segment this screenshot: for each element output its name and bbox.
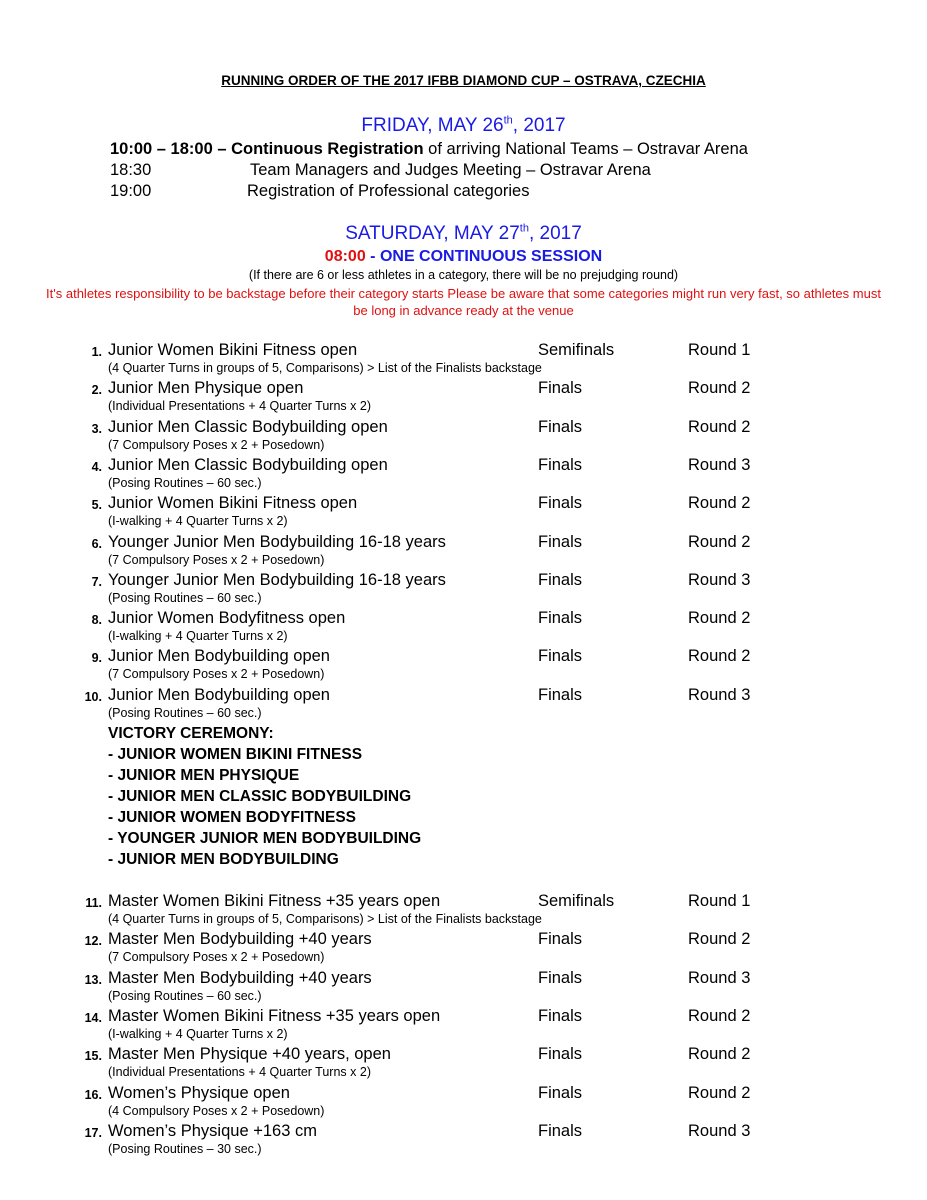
schedule-entry	[0, 609, 927, 647]
friday-item-1	[0, 140, 927, 160]
entry-detail: (I-walking + 4 Quarter Turns x 2)	[108, 629, 288, 644]
entry-detail: (7 Compulsory Poses x 2 + Posedown)	[108, 552, 325, 567]
entry-stage: Finals	[538, 570, 583, 589]
entry-category: Junior Men Classic Bodybuilding open	[108, 417, 388, 436]
entry-stage: Finals	[538, 379, 583, 398]
schedule-entry	[0, 1084, 927, 1122]
schedule-entry	[0, 892, 927, 930]
entry-detail: (4 Quarter Turns in groups of 5, Comparisons) > List of the Finalists backstage	[108, 361, 542, 375]
entry-number: 8.	[91, 613, 102, 628]
entry-category: Junior Men Classic Bodybuilding open	[108, 455, 388, 474]
entry-round: Round 2	[688, 930, 751, 949]
entry-stage: Finals	[538, 1083, 583, 1102]
entry-number: 2.	[91, 383, 102, 398]
entry-round: Round 3	[688, 685, 751, 704]
entry-category: Women’s Physique +163 cm	[108, 1121, 317, 1140]
entry-round: Round 2	[688, 417, 751, 436]
schedule-entry	[0, 1122, 927, 1160]
entry-stage: Finals	[538, 685, 583, 704]
entry-stage: Finals	[538, 609, 583, 628]
friday-item-2	[0, 161, 927, 181]
entry-detail: (Posing Routines – 60 sec.)	[108, 590, 262, 605]
entry-category: Master Women Bikini Fitness +35 years open	[108, 892, 441, 910]
entry-category: Younger Junior Men Bodybuilding 16-18 years	[108, 570, 446, 589]
entry-category: Younger Junior Men Bodybuilding 16-18 years	[108, 532, 446, 551]
entry-stage: Finals	[538, 930, 583, 949]
victory-item: - JUNIOR MEN PHYSIQUE	[108, 767, 300, 784]
entry-round: Round 1	[688, 341, 751, 359]
entry-stage: Finals	[538, 968, 583, 987]
entry-round: Round 2	[688, 647, 751, 666]
schedule-entry	[0, 533, 927, 571]
entry-category: Master Women Bikini Fitness +35 years open	[108, 1006, 441, 1025]
entry-number: 1.	[91, 345, 102, 359]
entry-detail: (4 Quarter Turns in groups of 5, Comparisons) > List of the Finalists backstage	[108, 912, 542, 926]
entry-stage: Finals	[538, 1121, 583, 1140]
session-label: - ONE CONTINUOUS SESSION	[365, 248, 603, 265]
entry-category: Women’s Physique open	[108, 1083, 290, 1102]
entry-detail: (7 Compulsory Poses x 2 + Posedown)	[108, 667, 325, 682]
entry-number: 7.	[91, 574, 102, 589]
victory-item: - JUNIOR MEN BODYBUILDING	[108, 851, 339, 868]
entry-category: Junior Women Bikini Fitness open	[108, 341, 358, 359]
prejudging-note: (If there are 6 or less athletes in a category, there will be no prejudging round)	[248, 268, 679, 282]
victory-item: - YOUNGER JUNIOR MEN BODYBUILDING	[108, 830, 422, 847]
entry-category: Junior Men Physique open	[108, 379, 304, 398]
entry-round: Round 3	[688, 570, 751, 589]
entry-detail: (Posing Routines – 60 sec.)	[108, 988, 262, 1003]
schedule-entry	[0, 494, 927, 532]
entry-number: 9.	[91, 651, 102, 666]
victory-item: - JUNIOR WOMEN BIKINI FITNESS	[108, 746, 363, 763]
entry-number: 5.	[91, 498, 102, 513]
entry-detail: (Posing Routines – 60 sec.)	[108, 705, 262, 720]
saturday-heading: SATURDAY, MAY 27th, 2017	[345, 222, 582, 244]
friday-item-3-text: Registration of Professional categories	[247, 182, 530, 200]
schedule-entry	[0, 341, 927, 379]
victory-heading: VICTORY CEREMONY:	[108, 725, 274, 742]
entry-stage: Finals	[538, 1006, 583, 1025]
victory-item: - JUNIOR MEN CLASSIC BODYBUILDING	[108, 788, 412, 805]
schedule-entry	[0, 686, 927, 724]
entry-number: 16.	[84, 1087, 102, 1102]
entry-category: Junior Women Bikini Fitness open	[108, 494, 358, 513]
schedule-entry	[0, 930, 927, 968]
entry-number: 13.	[84, 972, 102, 987]
entry-number: 15.	[84, 1049, 102, 1064]
entry-number: 12.	[84, 934, 102, 949]
entry-category: Master Men Bodybuilding +40 years	[108, 968, 372, 987]
friday-item-2-time: 18:30	[110, 161, 152, 179]
entry-round: Round 2	[688, 494, 751, 513]
entry-round: Round 2	[688, 1006, 751, 1025]
schedule-entry	[0, 1045, 927, 1083]
entry-detail: (Posing Routines – 60 sec.)	[108, 475, 262, 490]
friday-item-2-text: Team Managers and Judges Meeting – Ostravar Arena	[250, 161, 651, 179]
entry-round: Round 3	[688, 455, 751, 474]
entry-detail: (I-walking + 4 Quarter Turns x 2)	[108, 1026, 288, 1041]
entry-stage: Semifinals	[538, 341, 615, 359]
schedule-entry	[0, 456, 927, 494]
entry-detail: (Individual Presentations + 4 Quarter Turns x 2)	[108, 1065, 371, 1080]
entry-detail: (7 Compulsory Poses x 2 + Posedown)	[108, 950, 325, 965]
entry-round: Round 1	[688, 892, 751, 910]
session-time: 08:00	[324, 248, 366, 265]
victory-item: - JUNIOR WOMEN BODYFITNESS	[108, 809, 357, 826]
entry-round: Round 2	[688, 1083, 751, 1102]
schedule-entry	[0, 571, 927, 609]
schedule-entry	[0, 418, 927, 456]
entry-round: Round 2	[688, 532, 751, 551]
session-line	[0, 248, 927, 266]
entry-detail: (7 Compulsory Poses x 2 + Posedown)	[108, 437, 325, 452]
friday-item-1-line: 10:00 – 18:00 – Continuous Registration of arriving National Teams – Ostravar Arena	[110, 140, 748, 158]
entry-detail: (4 Compulsory Poses x 2 + Posedown)	[108, 1103, 325, 1118]
entry-category: Junior Men Bodybuilding open	[108, 647, 330, 666]
entry-number: 10.	[84, 689, 102, 704]
schedule-entry	[0, 647, 927, 685]
entry-category: Junior Women Bodyfitness open	[108, 609, 346, 628]
entry-stage: Finals	[538, 647, 583, 666]
friday-item-3	[0, 182, 927, 202]
entry-number: 17.	[84, 1125, 102, 1140]
entry-round: Round 2	[688, 609, 751, 628]
entry-category: Master Men Bodybuilding +40 years	[108, 930, 372, 949]
entry-stage: Finals	[538, 1045, 583, 1064]
entry-stage: Semifinals	[538, 892, 615, 910]
entry-detail: (I-walking + 4 Quarter Turns x 2)	[108, 514, 288, 529]
schedule-entry	[0, 969, 927, 1007]
entry-round: Round 3	[688, 968, 751, 987]
entry-stage: Finals	[538, 455, 583, 474]
entry-number: 4.	[91, 459, 102, 474]
friday-heading: FRIDAY, MAY 26th, 2017	[361, 114, 566, 136]
entry-stage: Finals	[538, 494, 583, 513]
friday-item-3-time: 19:00	[110, 182, 152, 200]
entry-category: Junior Men Bodybuilding open	[108, 685, 330, 704]
backstage-warning: It's athletes responsibility to be backstage before their category starts Please be aware that some categories might run very fast, so athletes must be long in advance ready at the venue	[46, 286, 881, 318]
document-title: RUNNING ORDER OF THE 2017 IFBB DIAMOND CUP – OSTRAVA, CZECHIA	[221, 73, 706, 88]
entry-round: Round 3	[688, 1121, 751, 1140]
entry-number: 3.	[91, 421, 102, 436]
entry-round: Round 2	[688, 1045, 751, 1064]
schedule-entry	[0, 1007, 927, 1045]
entry-stage: Finals	[538, 532, 583, 551]
entry-number: 14.	[84, 1010, 102, 1025]
entry-round: Round 2	[688, 379, 751, 398]
entry-detail: (Posing Routines – 30 sec.)	[108, 1141, 262, 1156]
entry-category: Master Men Physique +40 years, open	[108, 1045, 391, 1064]
entry-stage: Finals	[538, 417, 583, 436]
schedule-entry	[0, 379, 927, 417]
entry-number: 11.	[85, 896, 102, 910]
entry-detail: (Individual Presentations + 4 Quarter Turns x 2)	[108, 399, 371, 414]
entry-number: 6.	[91, 536, 102, 551]
